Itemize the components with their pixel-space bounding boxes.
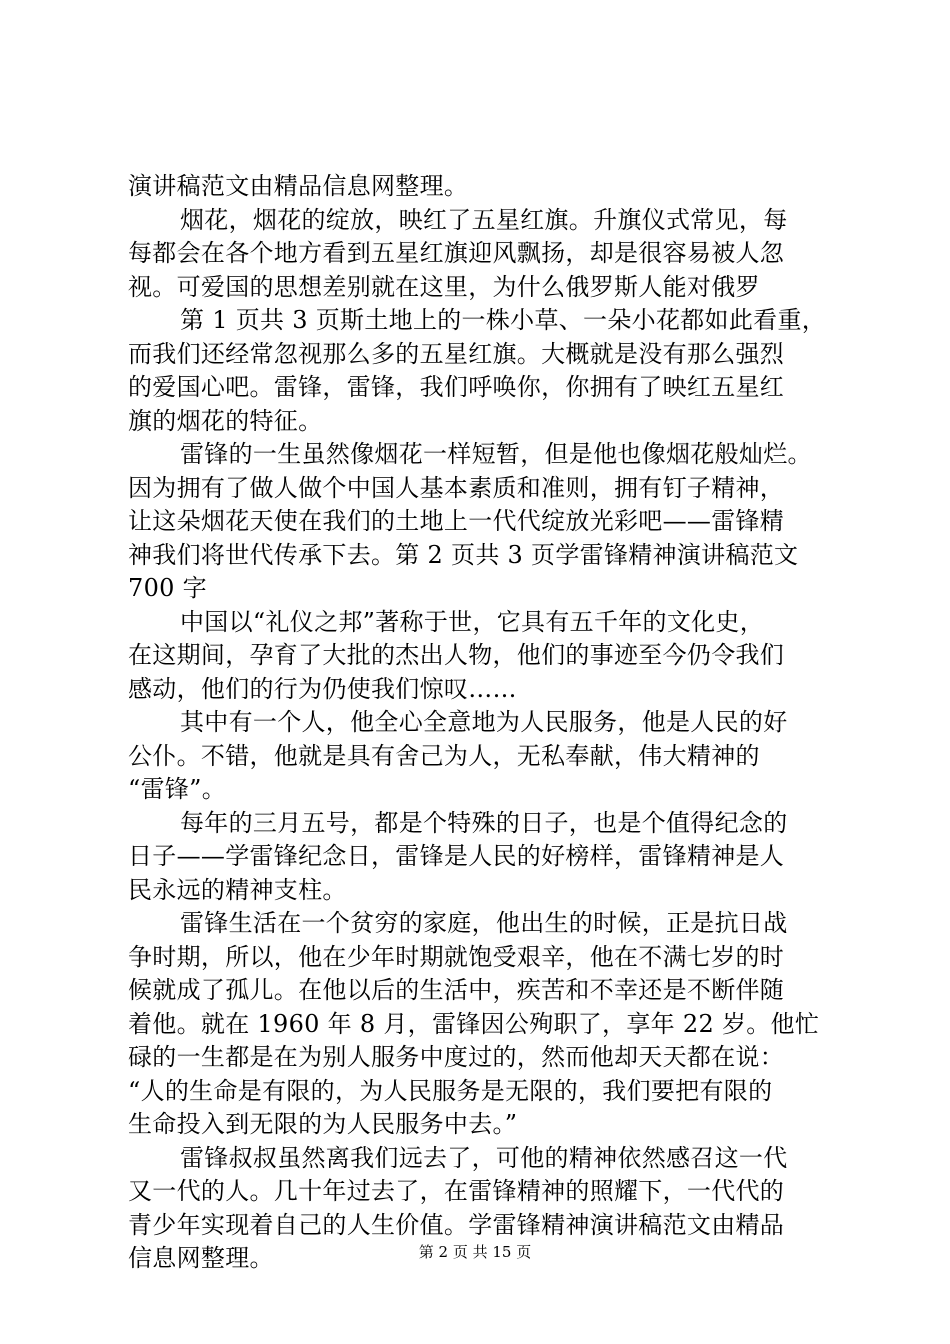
document-body: [128, 170, 832, 1276]
text-line: 在这期间，孕育了大批的杰出人物，他们的事迹至今仍令我们: [128, 641, 785, 669]
text-line: 争时期，所以，他在少年时期就饱受艰辛，他在不满七岁的时: [128, 942, 785, 971]
text-line: 演讲稿范文由精品信息网整理。: [128, 172, 469, 200]
text-line: 每年的三月五号，都是个特殊的日子，也是个值得纪念的: [180, 808, 788, 837]
text-line: 民永远的精神支柱。: [128, 875, 347, 904]
text-line: 700 字: [128, 574, 207, 602]
text-line: 而我们还经常忽视那么多的五星红旗。大概就是没有那么强烈: [128, 339, 785, 368]
text-line: 烟花，烟花的绽放，映红了五星红旗。升旗仪式常见，每: [180, 205, 788, 234]
text-line: 其中有一个人，他全心全意地为人民服务，他是人民的好: [180, 708, 788, 736]
text-line: 的爱国心吧。雷锋，雷锋，我们呼唤你，你拥有了映红五星红: [128, 373, 785, 401]
text-line: 第 1 页共 3 页斯土地上的一株小草、一朵小花都如此看重，: [180, 306, 827, 334]
text-line: 因为拥有了做人做个中国人基本素质和准则，拥有钉子精神，: [128, 473, 785, 502]
text-line: 又一代的人。几十年过去了，在雷锋精神的照耀下，一代代的: [128, 1177, 785, 1205]
text-line: 信息网整理。: [128, 1244, 274, 1272]
text-line: 候就成了孤儿。在他以后的生活中，疾苦和不幸还是不断伴随: [128, 976, 785, 1004]
text-line: 着他。就在 1960 年 8 月，雷锋因公殉职了，享年 22 岁。他忙: [128, 1009, 820, 1038]
text-line: 每都会在各个地方看到五星红旗迎风飘扬，却是很容易被人忽: [128, 239, 785, 267]
text-line: “雷锋”。: [128, 775, 227, 803]
text-line: 让这朵烟花天使在我们的土地上一代代绽放光彩吧——雷锋精: [128, 507, 785, 535]
text-line: 雷锋生活在一个贫穷的家庭，他出生的时候，正是抗日战: [180, 909, 788, 937]
text-line: 生命投入到无限的为人民服务中去。”: [128, 1110, 518, 1138]
text-line: 旗的烟花的特征。: [128, 406, 323, 435]
text-line: 雷锋叔叔虽然离我们远去了，可他的精神依然感召这一代: [180, 1143, 788, 1172]
text-line: 公仆。不错，他就是具有舍己为人，无私奉献，伟大精神的: [128, 741, 760, 770]
text-line: 视。可爱国的思想差别就在这里，为什么俄罗斯人能对俄罗: [128, 272, 760, 301]
text-line: 碌的一生都是在为别人服务中度过的，然而他却天天都在说：: [128, 1043, 785, 1071]
text-line: 中国以“礼仪之邦”著称于世，它具有五千年的文化史，: [180, 607, 765, 636]
text-line: 日子——学雷锋纪念日，雷锋是人民的好榜样，雷锋精神是人: [128, 842, 785, 870]
text-line: 青少年实现着自己的人生价值。学雷锋精神演讲稿范文由精品: [128, 1210, 785, 1239]
text-line: 神我们将世代传承下去。第 2 页共 3 页学雷锋精神演讲稿范文: [128, 540, 799, 569]
page-footer: 第 2 页 共 15 页: [418, 1243, 532, 1261]
text-line: “人的生命是有限的，为人民服务是无限的，我们要把有限的: [128, 1076, 773, 1105]
text-line: 感动，他们的行为仍使我们惊叹……: [128, 674, 517, 703]
text-line: 雷锋的一生虽然像烟花一样短暂，但是他也像烟花般灿烂。: [180, 440, 812, 468]
